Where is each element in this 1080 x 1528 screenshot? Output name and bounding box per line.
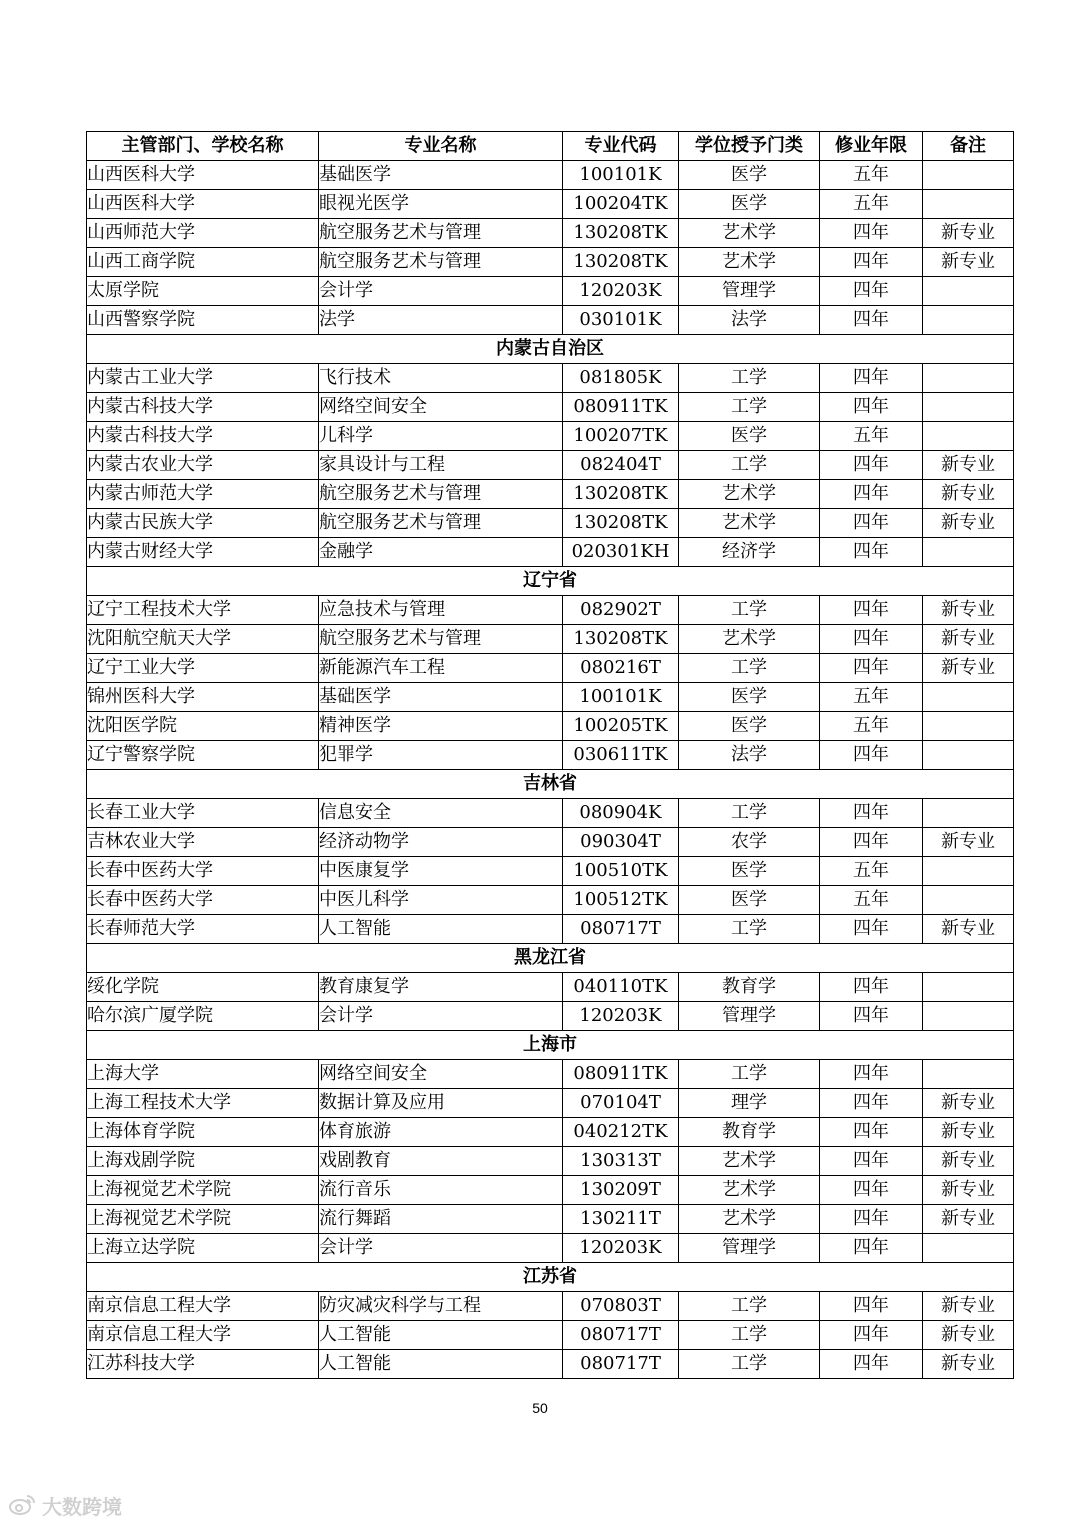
table-body [87, 161, 1014, 1379]
cell-degree: 医学 [679, 683, 820, 712]
cell-years: 五年 [820, 422, 923, 451]
cell-years: 四年 [820, 451, 923, 480]
cell-code: 080717T [563, 1350, 679, 1379]
cell-degree: 工学 [679, 799, 820, 828]
cell-major: 信息安全 [319, 799, 563, 828]
cell-note: 新专业 [923, 596, 1014, 625]
watermark-text: 大数跨境 [42, 1494, 122, 1519]
cell-school: 辽宁工业大学 [87, 654, 319, 683]
cell-code: 082902T [563, 596, 679, 625]
cell-degree: 农学 [679, 828, 820, 857]
region-heading: 黑龙江省 [87, 944, 1014, 973]
table-row [87, 393, 1014, 422]
cell-note [923, 306, 1014, 335]
cell-years: 四年 [820, 1089, 923, 1118]
cell-years: 五年 [820, 683, 923, 712]
cell-major: 航空服务艺术与管理 [319, 509, 563, 538]
cell-note: 新专业 [923, 1118, 1014, 1147]
cell-years: 四年 [820, 480, 923, 509]
header-major: 专业名称 [319, 132, 563, 161]
cell-years: 四年 [820, 1002, 923, 1031]
cell-code: 080904K [563, 799, 679, 828]
cell-degree: 工学 [679, 654, 820, 683]
table-row [87, 364, 1014, 393]
cell-school: 上海体育学院 [87, 1118, 319, 1147]
cell-degree: 工学 [679, 596, 820, 625]
cell-years: 四年 [820, 799, 923, 828]
cell-note [923, 422, 1014, 451]
cell-school: 沈阳医学院 [87, 712, 319, 741]
cell-code: 100205TK [563, 712, 679, 741]
cell-major: 犯罪学 [319, 741, 563, 770]
cell-degree: 法学 [679, 306, 820, 335]
cell-degree: 艺术学 [679, 219, 820, 248]
cell-major: 新能源汽车工程 [319, 654, 563, 683]
cell-note: 新专业 [923, 1147, 1014, 1176]
table-row [87, 886, 1014, 915]
cell-code: 040110TK [563, 973, 679, 1002]
majors-table [86, 131, 1014, 1379]
cell-years: 四年 [820, 1118, 923, 1147]
cell-note [923, 973, 1014, 1002]
cell-code: 030611TK [563, 741, 679, 770]
cell-school: 上海工程技术大学 [87, 1089, 319, 1118]
cell-degree: 艺术学 [679, 509, 820, 538]
cell-note: 新专业 [923, 1321, 1014, 1350]
cell-school: 山西医科大学 [87, 161, 319, 190]
cell-major: 中医儿科学 [319, 886, 563, 915]
cell-code: 120203K [563, 1234, 679, 1263]
table-row [87, 683, 1014, 712]
cell-code: 130208TK [563, 509, 679, 538]
cell-degree: 工学 [679, 915, 820, 944]
table-row [87, 306, 1014, 335]
cell-note: 新专业 [923, 828, 1014, 857]
cell-school: 上海视觉艺术学院 [87, 1205, 319, 1234]
header-degree: 学位授予门类 [679, 132, 820, 161]
cell-note [923, 1002, 1014, 1031]
cell-years: 四年 [820, 509, 923, 538]
cell-school: 南京信息工程大学 [87, 1321, 319, 1350]
cell-years: 五年 [820, 886, 923, 915]
cell-degree: 工学 [679, 393, 820, 422]
cell-school: 长春中医药大学 [87, 857, 319, 886]
cell-degree: 工学 [679, 451, 820, 480]
cell-years: 五年 [820, 190, 923, 219]
cell-years: 五年 [820, 857, 923, 886]
cell-degree: 教育学 [679, 1118, 820, 1147]
cell-school: 南京信息工程大学 [87, 1292, 319, 1321]
cell-school: 上海戏剧学院 [87, 1147, 319, 1176]
cell-code: 080911TK [563, 393, 679, 422]
cell-school: 内蒙古科技大学 [87, 422, 319, 451]
table-row [87, 712, 1014, 741]
table-row [87, 480, 1014, 509]
cell-degree: 艺术学 [679, 480, 820, 509]
table-row [87, 973, 1014, 1002]
cell-code: 100101K [563, 683, 679, 712]
cell-degree: 工学 [679, 1060, 820, 1089]
cell-school: 山西工商学院 [87, 248, 319, 277]
cell-degree: 工学 [679, 1292, 820, 1321]
cell-code: 130209T [563, 1176, 679, 1205]
table-row [87, 190, 1014, 219]
cell-years: 四年 [820, 1060, 923, 1089]
cell-degree: 理学 [679, 1089, 820, 1118]
header-row [87, 132, 1014, 161]
cell-school: 内蒙古财经大学 [87, 538, 319, 567]
cell-major: 眼视光医学 [319, 190, 563, 219]
table-row [87, 219, 1014, 248]
cell-years: 四年 [820, 741, 923, 770]
cell-code: 130208TK [563, 248, 679, 277]
cell-years: 四年 [820, 1321, 923, 1350]
cell-school: 绥化学院 [87, 973, 319, 1002]
cell-code: 080911TK [563, 1060, 679, 1089]
cell-school: 内蒙古师范大学 [87, 480, 319, 509]
cell-major: 人工智能 [319, 1350, 563, 1379]
region-heading: 吉林省 [87, 770, 1014, 799]
cell-note [923, 741, 1014, 770]
cell-major: 基础医学 [319, 683, 563, 712]
cell-code: 040212TK [563, 1118, 679, 1147]
cell-degree: 管理学 [679, 1002, 820, 1031]
cell-note [923, 161, 1014, 190]
cell-code: 080717T [563, 915, 679, 944]
table-row [87, 509, 1014, 538]
table-row [87, 625, 1014, 654]
region-row [87, 1263, 1014, 1292]
cell-school: 内蒙古民族大学 [87, 509, 319, 538]
table-row [87, 1060, 1014, 1089]
cell-major: 航空服务艺术与管理 [319, 625, 563, 654]
cell-code: 030101K [563, 306, 679, 335]
cell-degree: 医学 [679, 190, 820, 219]
cell-major: 经济动物学 [319, 828, 563, 857]
cell-degree: 医学 [679, 422, 820, 451]
cell-note [923, 857, 1014, 886]
region-heading: 辽宁省 [87, 567, 1014, 596]
cell-major: 儿科学 [319, 422, 563, 451]
cell-years: 四年 [820, 828, 923, 857]
cell-note: 新专业 [923, 1089, 1014, 1118]
cell-school: 上海大学 [87, 1060, 319, 1089]
cell-note: 新专业 [923, 248, 1014, 277]
cell-code: 100512TK [563, 886, 679, 915]
cell-years: 四年 [820, 1350, 923, 1379]
cell-code: 100101K [563, 161, 679, 190]
cell-code: 090304T [563, 828, 679, 857]
cell-code: 130211T [563, 1205, 679, 1234]
cell-degree: 工学 [679, 1350, 820, 1379]
cell-major: 基础医学 [319, 161, 563, 190]
cell-major: 网络空间安全 [319, 393, 563, 422]
region-heading: 江苏省 [87, 1263, 1014, 1292]
cell-note: 新专业 [923, 625, 1014, 654]
cell-code: 082404T [563, 451, 679, 480]
cell-school: 吉林农业大学 [87, 828, 319, 857]
cell-major: 会计学 [319, 1234, 563, 1263]
cell-years: 四年 [820, 219, 923, 248]
table-row [87, 799, 1014, 828]
cell-major: 人工智能 [319, 915, 563, 944]
cell-major: 中医康复学 [319, 857, 563, 886]
cell-major: 教育康复学 [319, 973, 563, 1002]
header-years: 修业年限 [820, 132, 923, 161]
table-row [87, 451, 1014, 480]
cell-major: 航空服务艺术与管理 [319, 219, 563, 248]
cell-school: 辽宁警察学院 [87, 741, 319, 770]
cell-note: 新专业 [923, 451, 1014, 480]
cell-degree: 经济学 [679, 538, 820, 567]
cell-note: 新专业 [923, 1205, 1014, 1234]
table-row [87, 161, 1014, 190]
cell-major: 流行音乐 [319, 1176, 563, 1205]
cell-degree: 艺术学 [679, 1176, 820, 1205]
table-row [87, 857, 1014, 886]
region-heading: 内蒙古自治区 [87, 335, 1014, 364]
cell-school: 长春工业大学 [87, 799, 319, 828]
cell-code: 070803T [563, 1292, 679, 1321]
cell-years: 四年 [820, 1205, 923, 1234]
region-heading: 上海市 [87, 1031, 1014, 1060]
cell-school: 太原学院 [87, 277, 319, 306]
table-row [87, 422, 1014, 451]
cell-note: 新专业 [923, 219, 1014, 248]
cell-school: 内蒙古农业大学 [87, 451, 319, 480]
region-row [87, 1031, 1014, 1060]
cell-note: 新专业 [923, 509, 1014, 538]
cell-years: 四年 [820, 364, 923, 393]
cell-major: 网络空间安全 [319, 1060, 563, 1089]
table-row [87, 1147, 1014, 1176]
cell-years: 四年 [820, 973, 923, 1002]
cell-note: 新专业 [923, 915, 1014, 944]
cell-note [923, 683, 1014, 712]
table-row [87, 596, 1014, 625]
region-row [87, 567, 1014, 596]
table-row [87, 1234, 1014, 1263]
cell-school: 山西师范大学 [87, 219, 319, 248]
cell-note [923, 1234, 1014, 1263]
header-code: 专业代码 [563, 132, 679, 161]
cell-note [923, 886, 1014, 915]
cell-years: 四年 [820, 306, 923, 335]
cell-note [923, 190, 1014, 219]
table-row [87, 915, 1014, 944]
cell-years: 四年 [820, 1292, 923, 1321]
cell-note [923, 538, 1014, 567]
cell-years: 四年 [820, 393, 923, 422]
cell-code: 080216T [563, 654, 679, 683]
cell-note: 新专业 [923, 654, 1014, 683]
cell-code: 120203K [563, 277, 679, 306]
cell-note [923, 277, 1014, 306]
table-row [87, 248, 1014, 277]
cell-major: 飞行技术 [319, 364, 563, 393]
cell-degree: 医学 [679, 857, 820, 886]
cell-school: 山西医科大学 [87, 190, 319, 219]
region-row [87, 944, 1014, 973]
cell-major: 航空服务艺术与管理 [319, 480, 563, 509]
cell-years: 五年 [820, 161, 923, 190]
header-school: 主管部门、学校名称 [87, 132, 319, 161]
cell-major: 航空服务艺术与管理 [319, 248, 563, 277]
cell-major: 会计学 [319, 1002, 563, 1031]
cell-school: 上海立达学院 [87, 1234, 319, 1263]
cell-school: 江苏科技大学 [87, 1350, 319, 1379]
table-row [87, 1321, 1014, 1350]
cell-years: 四年 [820, 915, 923, 944]
cell-note: 新专业 [923, 1350, 1014, 1379]
cell-code: 100204TK [563, 190, 679, 219]
header-note: 备注 [923, 132, 1014, 161]
cell-school: 辽宁工程技术大学 [87, 596, 319, 625]
cell-major: 应急技术与管理 [319, 596, 563, 625]
cell-major: 家具设计与工程 [319, 451, 563, 480]
cell-school: 长春中医药大学 [87, 886, 319, 915]
cell-degree: 法学 [679, 741, 820, 770]
table-row [87, 1205, 1014, 1234]
cell-code: 070104T [563, 1089, 679, 1118]
table-row [87, 538, 1014, 567]
cell-major: 精神医学 [319, 712, 563, 741]
cell-degree: 医学 [679, 886, 820, 915]
cell-years: 四年 [820, 1234, 923, 1263]
table-row [87, 654, 1014, 683]
cell-major: 体育旅游 [319, 1118, 563, 1147]
cell-years: 四年 [820, 1147, 923, 1176]
table-row [87, 1292, 1014, 1321]
cell-degree: 教育学 [679, 973, 820, 1002]
cell-degree: 管理学 [679, 277, 820, 306]
cell-degree: 医学 [679, 161, 820, 190]
cell-degree: 艺术学 [679, 625, 820, 654]
cell-years: 五年 [820, 712, 923, 741]
cell-school: 长春师范大学 [87, 915, 319, 944]
cell-code: 081805K [563, 364, 679, 393]
region-row [87, 770, 1014, 799]
cell-code: 080717T [563, 1321, 679, 1350]
table-row [87, 1002, 1014, 1031]
cell-degree: 艺术学 [679, 248, 820, 277]
table-row [87, 741, 1014, 770]
cell-school: 上海视觉艺术学院 [87, 1176, 319, 1205]
cell-degree: 管理学 [679, 1234, 820, 1263]
cell-major: 法学 [319, 306, 563, 335]
table-row [87, 828, 1014, 857]
cell-major: 会计学 [319, 277, 563, 306]
table-row [87, 1350, 1014, 1379]
cell-school: 内蒙古科技大学 [87, 393, 319, 422]
cell-code: 130208TK [563, 625, 679, 654]
watermark [8, 1492, 122, 1518]
cell-school: 沈阳航空航天大学 [87, 625, 319, 654]
cell-code: 130208TK [563, 219, 679, 248]
cell-note: 新专业 [923, 1292, 1014, 1321]
cell-major: 人工智能 [319, 1321, 563, 1350]
table-row [87, 1176, 1014, 1205]
cell-major: 数据计算及应用 [319, 1089, 563, 1118]
cell-school: 山西警察学院 [87, 306, 319, 335]
cell-years: 四年 [820, 596, 923, 625]
cell-major: 流行舞蹈 [319, 1205, 563, 1234]
page-number: 50 [532, 1400, 548, 1416]
cell-school: 哈尔滨广厦学院 [87, 1002, 319, 1031]
weibo-logo-icon [8, 1493, 38, 1517]
region-row [87, 335, 1014, 364]
cell-degree: 艺术学 [679, 1147, 820, 1176]
cell-code: 130313T [563, 1147, 679, 1176]
cell-code: 120203K [563, 1002, 679, 1031]
cell-note [923, 393, 1014, 422]
cell-note: 新专业 [923, 1176, 1014, 1205]
table-row [87, 1118, 1014, 1147]
cell-years: 四年 [820, 248, 923, 277]
cell-major: 金融学 [319, 538, 563, 567]
table-row [87, 1089, 1014, 1118]
cell-note [923, 712, 1014, 741]
cell-degree: 工学 [679, 364, 820, 393]
cell-degree: 医学 [679, 712, 820, 741]
cell-note [923, 1060, 1014, 1089]
cell-note [923, 364, 1014, 393]
cell-years: 四年 [820, 654, 923, 683]
cell-school: 内蒙古工业大学 [87, 364, 319, 393]
table-row [87, 277, 1014, 306]
cell-degree: 工学 [679, 1321, 820, 1350]
cell-years: 四年 [820, 277, 923, 306]
cell-major: 防灾减灾科学与工程 [319, 1292, 563, 1321]
cell-years: 四年 [820, 625, 923, 654]
cell-years: 四年 [820, 1176, 923, 1205]
cell-school: 锦州医科大学 [87, 683, 319, 712]
cell-code: 100510TK [563, 857, 679, 886]
cell-degree: 艺术学 [679, 1205, 820, 1234]
cell-years: 四年 [820, 538, 923, 567]
cell-note [923, 799, 1014, 828]
cell-code: 130208TK [563, 480, 679, 509]
cell-code: 100207TK [563, 422, 679, 451]
cell-note: 新专业 [923, 480, 1014, 509]
cell-major: 戏剧教育 [319, 1147, 563, 1176]
cell-code: 020301KH [563, 538, 679, 567]
